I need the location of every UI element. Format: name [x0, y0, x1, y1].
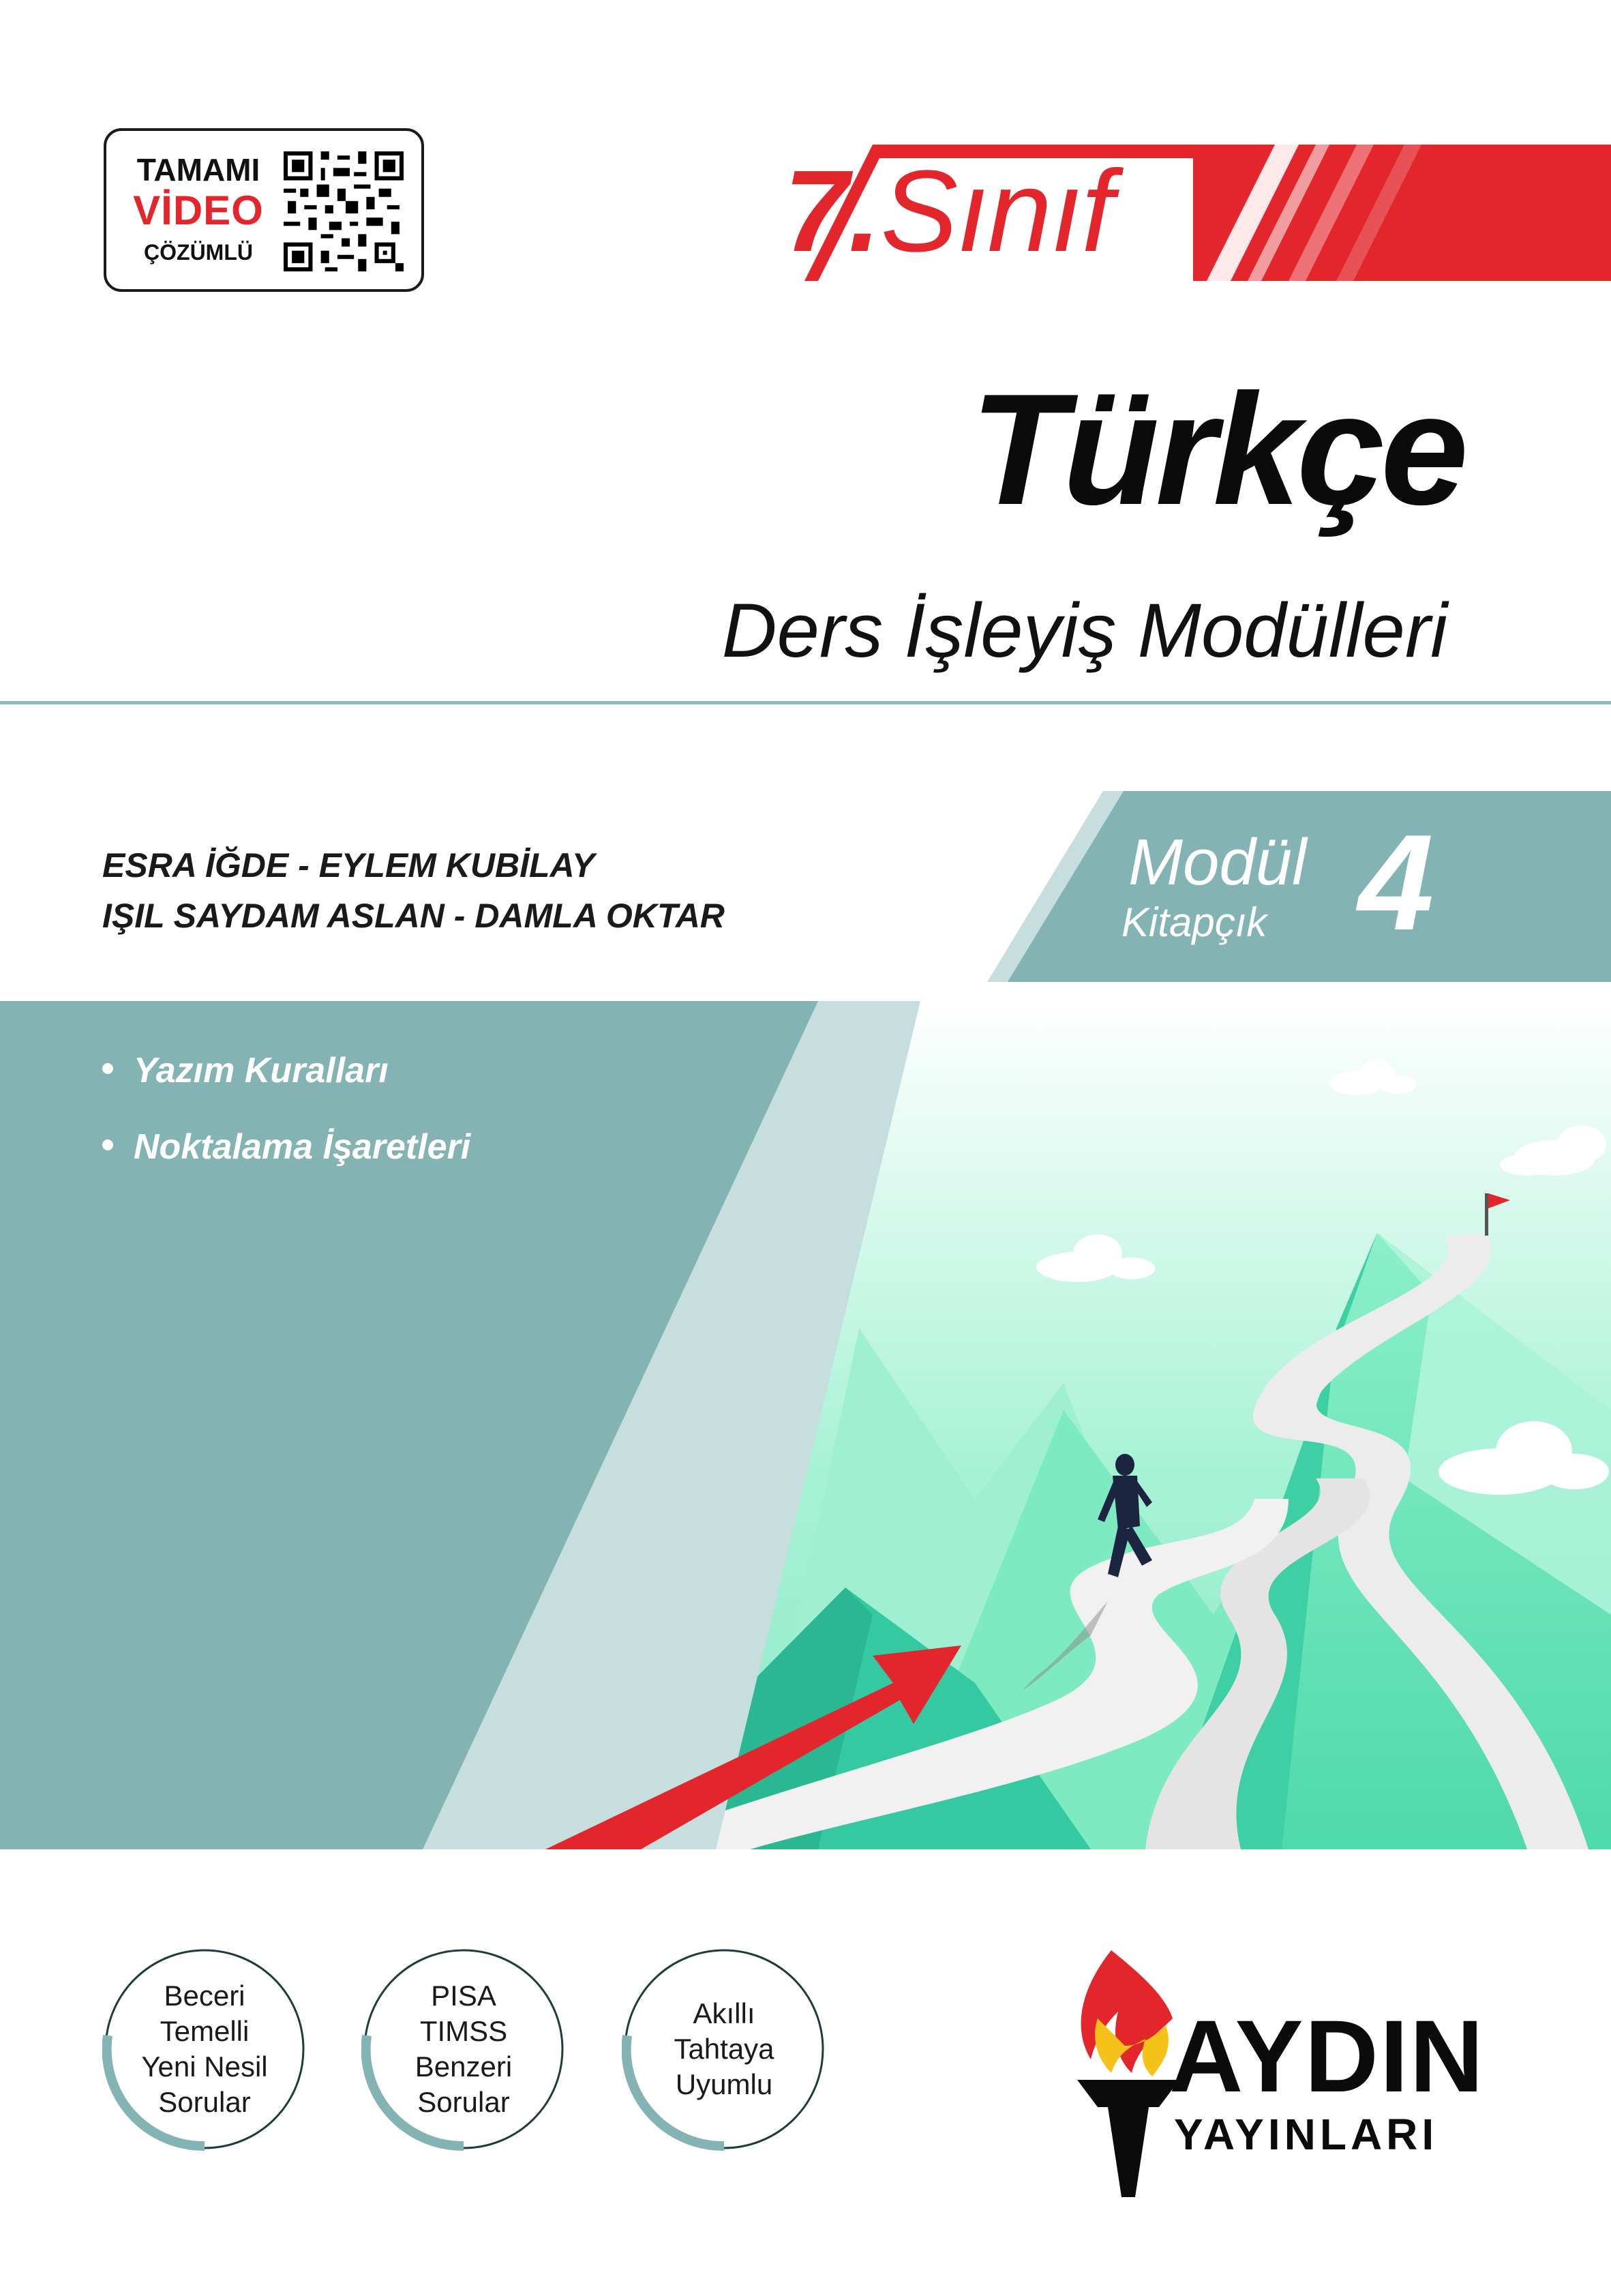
feature-line: Uyumlu [675, 2068, 773, 2100]
feature-badge-pisa [361, 1947, 566, 2151]
topic-label: Noktalama İşaretleri [134, 1127, 471, 1167]
publisher-subtitle: YAYINLARI [1174, 2110, 1439, 2159]
feature-line: TIMSS [419, 2015, 508, 2047]
series-title: Ders İşleyiş Modülleri [721, 588, 1447, 673]
feature-line: Tahtaya [674, 2033, 774, 2065]
publisher-name: AYDIN [1169, 1999, 1485, 2113]
badge-line-1: TAMAMI [136, 152, 260, 188]
bullet-icon [102, 1063, 113, 1074]
topic-item-2 [102, 1127, 470, 1167]
grade-word: Sınıf [880, 147, 1113, 276]
feature-line: Temelli [160, 2015, 250, 2047]
module-subtitle: Kitapçık [1121, 899, 1267, 945]
subject-title: Türkçe [970, 361, 1464, 538]
module-number: 4 [1358, 807, 1434, 959]
feature-line: Beceri [164, 1980, 245, 2012]
author-line-1: ESRA İĞDE - EYLEM KUBİLAY [102, 846, 595, 884]
topic-label: Yazım Kuralları [134, 1051, 389, 1090]
feature-line: Akıllı [693, 1997, 755, 2029]
feature-line: Yeni Nesil [141, 2051, 268, 2083]
badge-line-2: VİDEO [133, 188, 264, 233]
qr-code-icon[interactable] [284, 151, 404, 271]
feature-badge-skills [102, 1947, 307, 2151]
feature-badge-smartboard [622, 1947, 826, 2151]
grade-title [784, 140, 1112, 283]
grade-number: 7. [784, 147, 881, 276]
module-word: Modül [1128, 826, 1307, 899]
author-line-2: IŞIL SAYDAM ASLAN - DAMLA OKTAR [102, 897, 725, 935]
feature-line: Sorular [417, 2086, 510, 2118]
feature-line: Sorular [158, 2086, 251, 2118]
video-solution-badge [104, 128, 424, 292]
header-divider [0, 701, 1611, 704]
badge-line-3: ÇÖZÜMLÜ [144, 240, 253, 265]
topic-item-1 [102, 1050, 389, 1091]
feature-line: Benzeri [415, 2051, 513, 2083]
bullet-icon [102, 1139, 113, 1150]
feature-line: PISA [431, 1980, 496, 2012]
